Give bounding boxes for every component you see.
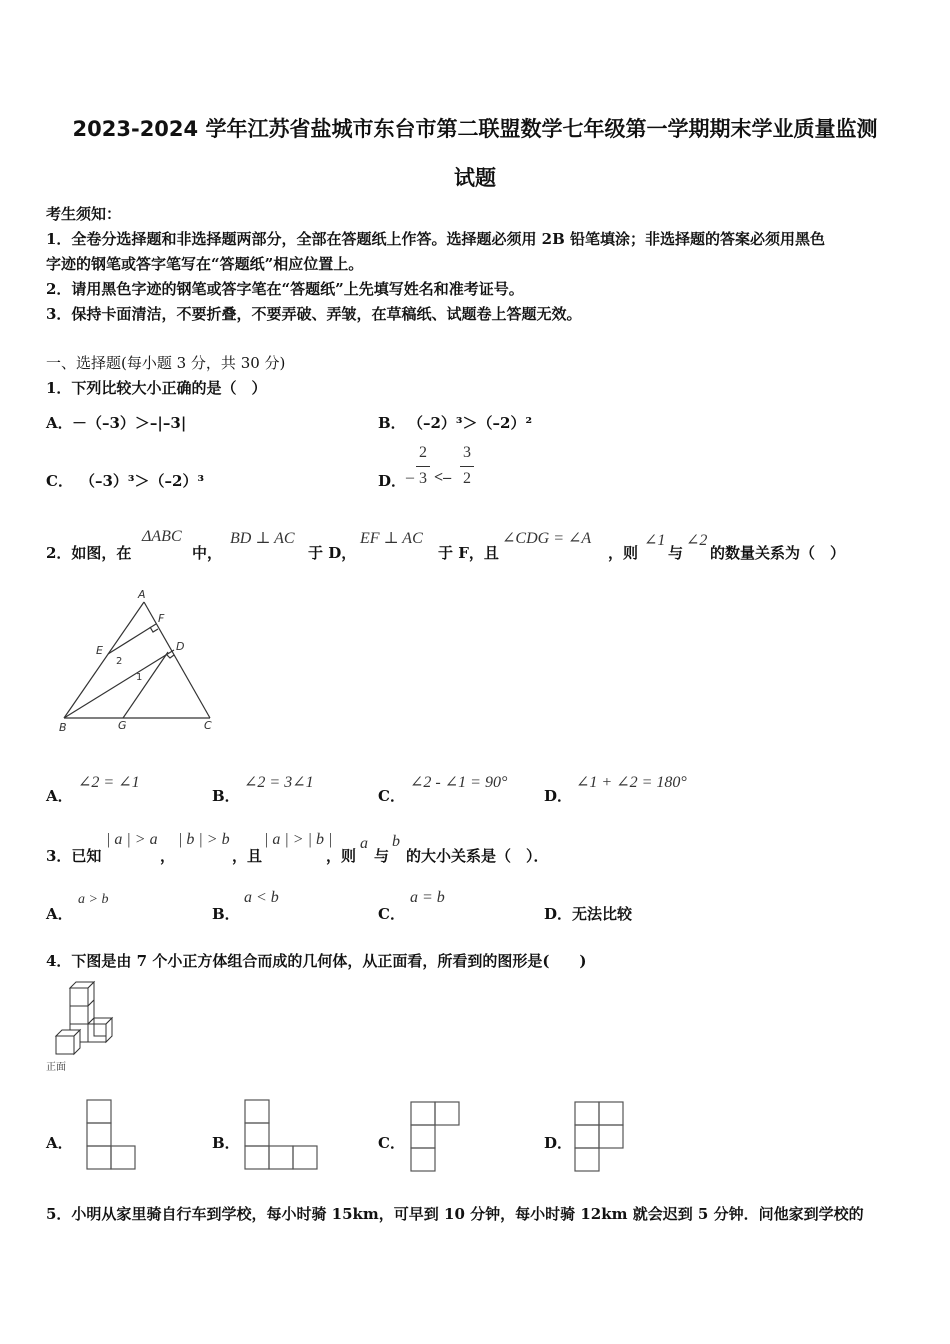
q1-option-d-denominator: 2: [463, 470, 471, 487]
q2-stem-text: 于 D，: [308, 544, 357, 562]
q1-option-d-denominator: 3: [419, 470, 427, 487]
q2-math: ∠CDG = ∠A: [502, 530, 592, 547]
q1-option-c-label: C．: [46, 472, 73, 490]
q5-stem: 5．小明从家里骑自行车到学校，每小时骑 15km，可早到 10 分钟，每小时骑 12km 就会迟到 5 分钟．问他家到学校的: [46, 1205, 864, 1223]
point-label-f: F: [158, 612, 165, 625]
q2-option-d-label: D．: [544, 787, 573, 805]
point-label-g: G: [118, 719, 127, 732]
notice-item: 1．全卷分选择题和非选择题两部分，全部在答题纸上作答。选择题必须用 2B 铅笔填涂；非选择题的答案必须用黑色: [46, 230, 826, 248]
point-label-c: C: [204, 719, 212, 732]
point-label-a: A: [138, 588, 146, 601]
q3-math: | a | > a: [106, 831, 158, 848]
notice-item: 字迹的钢笔或答字笔写在“答题纸”相应位置上。: [46, 255, 364, 273]
q3-math: b: [392, 833, 400, 850]
q1-option-d-minus: –: [406, 469, 414, 486]
q1-option-a-label: A．: [46, 414, 73, 432]
q4-option-d-figure[interactable]: [574, 1101, 626, 1173]
q2-option-c: ∠2 - ∠1 = 90°: [410, 774, 508, 791]
q2-option-b: ∠2 = 3∠1: [244, 774, 314, 791]
q1-option-d-operator: <–: [434, 469, 452, 486]
q1-stem: 1．下列比较大小正确的是（ ）: [46, 379, 267, 397]
q3-math: | b | > b: [178, 831, 230, 848]
q3-stem-text: 与: [374, 847, 390, 865]
q3-option-c: a = b: [410, 889, 445, 906]
q1-option-a: －（–3）＞–|–3|: [72, 414, 187, 432]
angle-label-2: 2: [116, 656, 123, 667]
front-view-label: 正面: [46, 1062, 66, 1073]
q2-triangle-figure: [50, 584, 225, 734]
q4-option-a-figure[interactable]: [86, 1099, 138, 1171]
q3-option-b: a < b: [244, 889, 279, 906]
q3-option-c-label: C．: [378, 905, 405, 923]
q1-option-d-label: D．: [378, 472, 407, 490]
q3-stem-text: ，: [160, 847, 176, 865]
q4-option-b-label: B．: [212, 1134, 240, 1152]
q3-option-a-label: A．: [46, 905, 73, 923]
q4-option-a-label: A．: [46, 1134, 73, 1152]
q2-option-c-label: C．: [378, 787, 405, 805]
notice-heading: 考生须知：: [46, 205, 122, 223]
q2-math: BD ⊥ AC: [230, 530, 295, 547]
q3-stem-text: ，则: [326, 847, 357, 865]
q1-option-b-label: B．: [378, 414, 406, 432]
q4-option-c-figure[interactable]: [410, 1101, 462, 1173]
q2-stem-text: 中，: [192, 544, 223, 562]
q1-option-b: （–2）³＞（–2）²: [408, 414, 533, 432]
q4-option-d-label: D．: [544, 1134, 573, 1152]
angle-label-1: 1: [136, 672, 143, 683]
q1-option-d-numerator: 2: [419, 444, 427, 461]
q4-option-b-figure[interactable]: [244, 1099, 320, 1171]
q4-stem: 4．下图是由 7 个小正方体组合而成的几何体，从正面看，所看到的图形是( ): [46, 952, 587, 970]
q3-stem-text: 的大小关系是（ ）．: [406, 847, 549, 865]
q1-option-c: （–3）³＞（–2）³: [80, 472, 205, 490]
point-label-e: E: [96, 644, 103, 657]
page-title: 2023-2024 学年江苏省盐城市东台市第二联盟数学七年级第一学期期末学业质量监测: [72, 117, 878, 141]
q2-stem-text: 与: [668, 544, 684, 562]
q2-option-d: ∠1 + ∠2 = 180°: [576, 774, 687, 791]
q2-stem-text: 2．如图，在: [46, 544, 132, 562]
q3-stem-text: ，且: [232, 847, 263, 865]
q2-option-a-label: A．: [46, 787, 73, 805]
q2-math: ΔABC: [142, 528, 182, 545]
notice-item: 2．请用黑色字迹的钢笔或答字笔在“答题纸”上先填写姓名和准考证号。: [46, 280, 524, 298]
point-label-b: B: [59, 721, 67, 734]
fraction-bar: [460, 466, 474, 467]
q3-option-b-label: B．: [212, 905, 240, 923]
q2-option-b-label: B．: [212, 787, 240, 805]
section-heading: 一、选择题(每小题 3 分，共 30 分): [46, 354, 286, 372]
notice-item: 3．保持卡面清洁，不要折叠，不要弄破、弄皱，在草稿纸、试题卷上答题无效。: [46, 305, 582, 323]
q3-stem-text: 3．已知: [46, 847, 102, 865]
fraction-bar: [416, 466, 430, 467]
q2-stem-text: 的数量关系为（ ）: [710, 544, 846, 562]
page-title-continued: 试题: [454, 166, 496, 190]
q1-option-d-numerator: 3: [463, 444, 471, 461]
q3-option-d: 无法比较: [572, 905, 633, 923]
q3-option-d-label: D．: [544, 905, 573, 923]
q3-math: | a | > | b |: [264, 831, 333, 848]
point-label-d: D: [176, 640, 185, 653]
q2-math: ∠1: [644, 532, 666, 549]
q2-math: EF ⊥ AC: [360, 530, 423, 547]
q2-stem-text: ，则: [608, 544, 639, 562]
q2-math: ∠2: [686, 532, 708, 549]
q4-option-c-label: C．: [378, 1134, 405, 1152]
q3-option-a: a > b: [78, 892, 109, 907]
q2-stem-text: 于 F，且: [438, 544, 499, 562]
q4-solid-figure: [44, 978, 120, 1058]
q3-math: a: [360, 835, 368, 852]
q2-option-a: ∠2 = ∠1: [78, 774, 140, 791]
